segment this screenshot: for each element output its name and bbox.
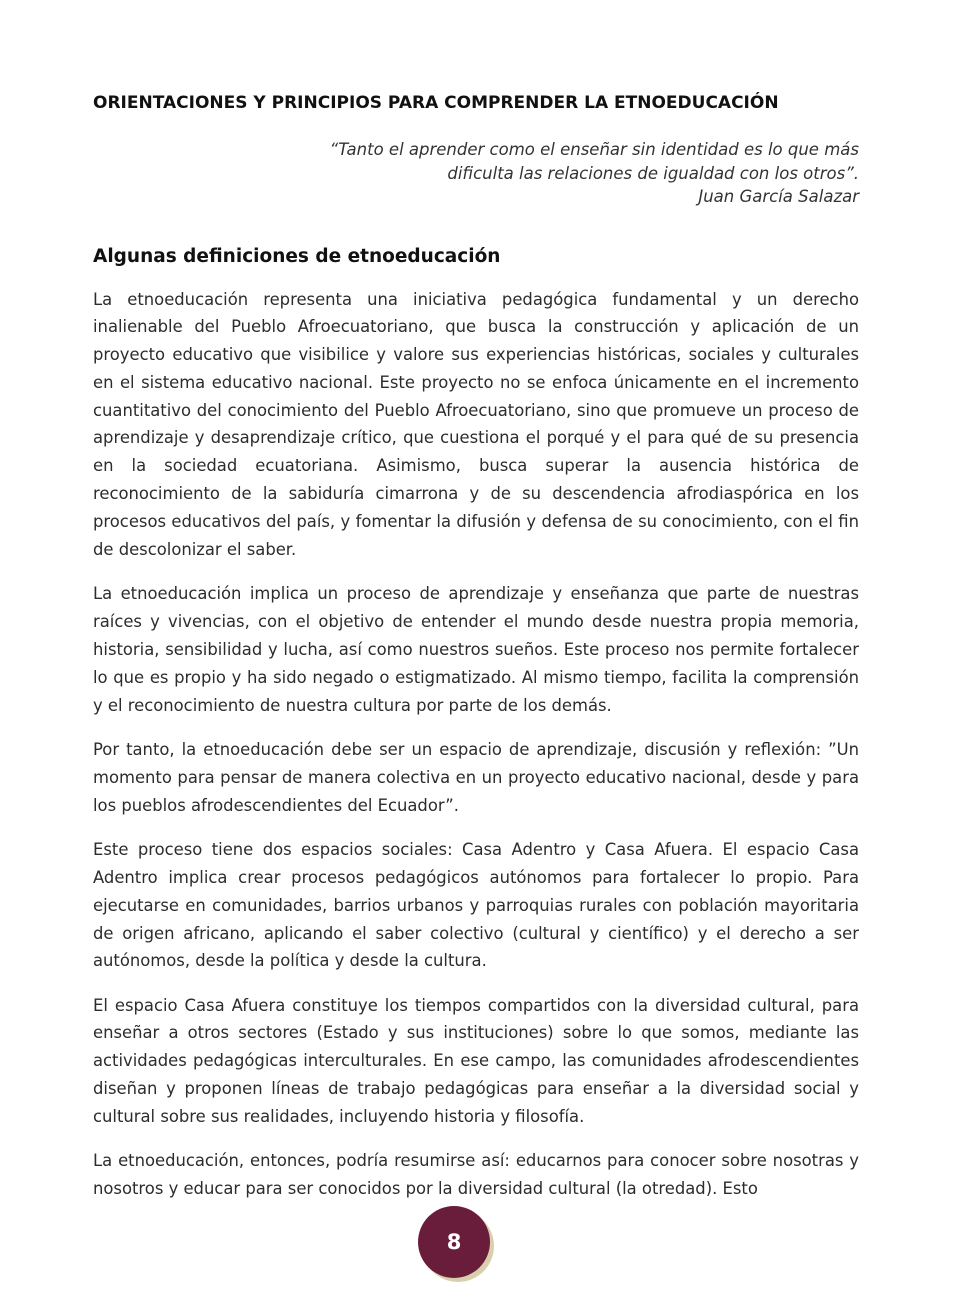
epigraph-line-2: dificulta las relaciones de igualdad con los otros”.	[447, 163, 859, 183]
section-title: ORIENTACIONES Y PRINCIPIOS PARA COMPRENDER LA ETNOEDUCACIÓN	[93, 93, 779, 113]
paragraph-5: El espacio Casa Afuera constituye los tiempos compartidos con la diversidad cultural, para enseñar a otros sectores (Estado y sus instituciones) sobre lo que somos, mediante las actividades pedagógicas interculturales. En ese campo, las comunidades afrodescendientes diseñan y proponen líneas de trabajo pedagógicas para enseñar a la diversidad social y cultural sobre sus realidades, incluyendo historia y filosofía.	[93, 995, 859, 1126]
paragraph-1: La etnoeducación representa una iniciativa pedagógica fundamental y un derecho inalienable del Pueblo Afroecuatoriano, que busca la construcción y aplicación de un proyecto educativo que visibilice y valore sus experiencias históricas, sociales y culturales en el sistema educativo nacional. Este proyecto no se enfoca únicamente en el incremento cuantitativo del conocimiento del Pueblo Afroecuatoriano, sino que promueve un proceso de aprendizaje y desaprendizaje crítico, que cuestiona el porqué y el para qué de su presencia en la sociedad ecuatoriana. Asimismo, busca superar la ausencia histórica de reconocimiento de la sabiduría cimarrona y de su descendencia afrodiaspórica en los procesos educativos del país, y fomentar la difusión y defensa de su conocimiento, con el fin de descolonizar el saber.	[93, 289, 859, 559]
page-number-badge	[418, 1206, 496, 1284]
paragraph-6: La etnoeducación, entonces, podría resumirse así: educarnos para conocer sobre nosotras y nosotros y educar para ser conocidos por la diversidad cultural (la otredad). Esto	[93, 1150, 859, 1198]
paragraph-3: Por tanto, la etnoeducación debe ser un espacio de aprendizaje, discusión y reflexión: ”Un momento para pensar de manera colectiva en un proyecto educativo nacional, desde y para los pueblos afrodescendientes del Ecuador”.	[93, 740, 859, 816]
subheading: Algunas definiciones de etnoeducación	[93, 245, 501, 267]
paragraph-4: Este proceso tiene dos espacios sociales: Casa Adentro y Casa Afuera. El espacio Casa Adentro implica crear procesos pedagógicos autónomos para fortalecer lo propio. Para ejecutarse en comunidades, barrios urbanos y parroquias rurales con población mayoritaria de origen africano, aplicando el saber colectivo (cultural y científico) y el derecho a ser autónomos, desde la política y desde la cultura.	[93, 840, 859, 971]
epigraph	[93, 138, 859, 209]
document-page	[93, 92, 859, 1219]
paragraph-2: La etnoeducación implica un proceso de aprendizaje y enseñanza que parte de nuestras raíces y vivencias, con el objetivo de entender el mundo desde nuestra propia memoria, historia, sensibilidad y lucha, así como nuestros sueños. Este proceso nos permite fortalecer lo que es propio y ha sido negado o estigmatizado. Al mismo tiempo, facilita la comprensión y el reconocimiento de nuestra cultura por parte de los demás.	[93, 584, 859, 715]
page-number: 8	[418, 1206, 490, 1278]
epigraph-author: Juan García Salazar	[698, 187, 859, 206]
epigraph-line-1: “Tanto el aprender como el enseñar sin identidad es lo que más	[329, 140, 859, 159]
